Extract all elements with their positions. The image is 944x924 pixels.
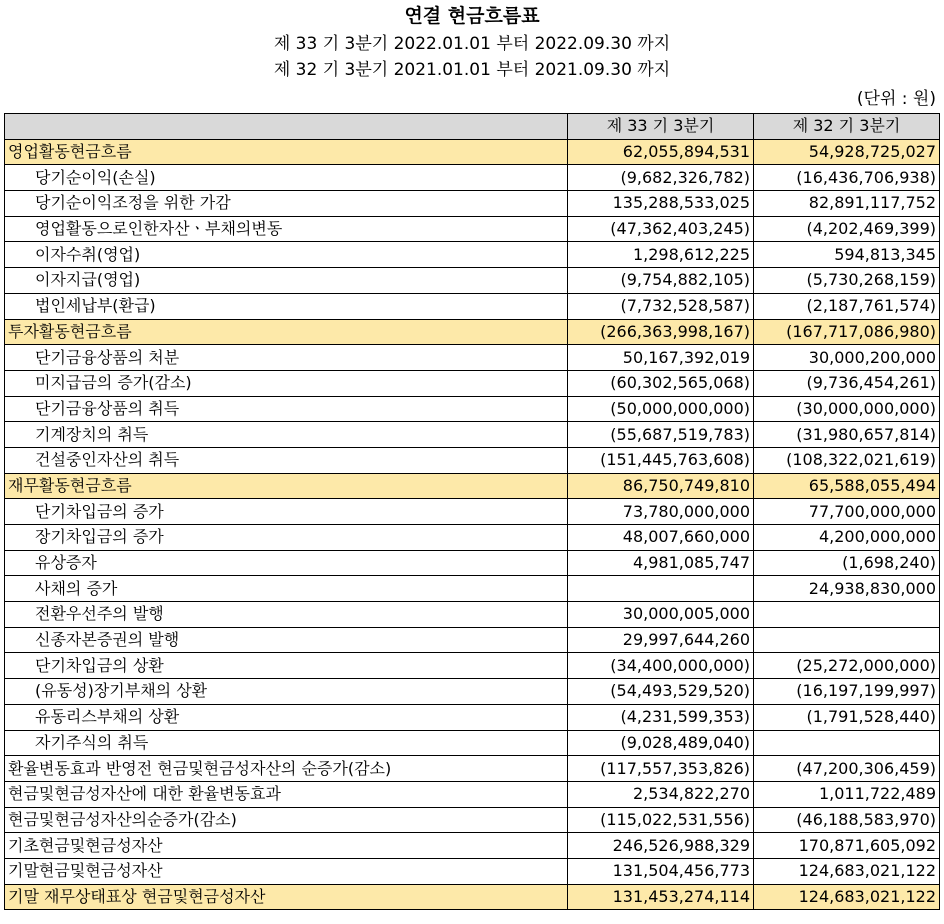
row-current-value: (7,732,528,587): [568, 293, 754, 319]
row-label: 당기순이익(손실): [5, 165, 568, 191]
row-current-value: 30,000,005,000: [568, 602, 754, 628]
row-label: 환율변동효과 반영전 현금및현금성자산의 순증가(감소): [5, 756, 568, 782]
row-current-value: 135,288,533,025: [568, 191, 754, 217]
row-current-value: 4,981,085,747: [568, 550, 754, 576]
row-label: 전환우선주의 발행: [5, 602, 568, 628]
row-label: 이자수취(영업): [5, 242, 568, 268]
row-prior-value: 30,000,200,000: [754, 345, 940, 371]
header-label: [5, 114, 568, 140]
table-row: [5, 525, 940, 551]
row-current-value: 86,750,749,810: [568, 473, 754, 499]
table-row: [5, 242, 940, 268]
row-label: 장기차입금의 증가: [5, 525, 568, 551]
row-current-value: 2,534,822,270: [568, 781, 754, 807]
table-body: [5, 139, 940, 910]
row-label: 단기차입금의 증가: [5, 499, 568, 525]
row-current-value: 1,298,612,225: [568, 242, 754, 268]
row-prior-value: (2,187,761,574): [754, 293, 940, 319]
row-label: 이자지급(영업): [5, 268, 568, 294]
row-prior-value: 4,200,000,000: [754, 525, 940, 551]
table-row: [5, 884, 940, 910]
row-current-value: 131,504,456,773: [568, 858, 754, 884]
row-prior-value: 124,683,021,122: [754, 858, 940, 884]
table-row: [5, 191, 940, 217]
row-current-value: (151,445,763,608): [568, 447, 754, 473]
row-current-value: (115,022,531,556): [568, 807, 754, 833]
row-label: 영업활동현금흐름: [5, 139, 568, 165]
statement-title: 연결 현금흐름표: [404, 5, 540, 27]
row-label: 사채의 증가: [5, 576, 568, 602]
row-current-value: (9,028,489,040): [568, 730, 754, 756]
row-label: 영업활동으로인한자산ㆍ부채의변동: [5, 216, 568, 242]
table-row: [5, 627, 940, 653]
row-prior-value: (5,730,268,159): [754, 268, 940, 294]
row-prior-value: (47,200,306,459): [754, 756, 940, 782]
table-row: [5, 319, 940, 345]
row-label: 건설중인자산의 취득: [5, 447, 568, 473]
table-row: [5, 370, 940, 396]
row-label: 당기순이익조정을 위한 가감: [5, 191, 568, 217]
row-prior-value: [754, 730, 940, 756]
row-label: 자기주식의 취득: [5, 730, 568, 756]
row-label: 단기금융상품의 취득: [5, 396, 568, 422]
row-label: 현금및현금성자산의순증가(감소): [5, 807, 568, 833]
row-label: 재무활동현금흐름: [5, 473, 568, 499]
table-row: [5, 602, 940, 628]
row-current-value: (50,000,000,000): [568, 396, 754, 422]
table-row: [5, 165, 940, 191]
header-current: 제 33 기 3분기: [568, 114, 754, 140]
row-label: 기말현금및현금성자산: [5, 858, 568, 884]
row-prior-value: 82,891,117,752: [754, 191, 940, 217]
row-prior-value: (16,436,706,938): [754, 165, 940, 191]
unit-label: (단위 : 원): [856, 89, 936, 109]
row-current-value: (9,754,882,105): [568, 268, 754, 294]
row-current-value: 246,526,988,329: [568, 833, 754, 859]
row-current-value: 48,007,660,000: [568, 525, 754, 551]
row-current-value: 50,167,392,019: [568, 345, 754, 371]
row-label: 기말 재무상태표상 현금및현금성자산: [5, 884, 568, 910]
table-row: [5, 858, 940, 884]
row-prior-value: 1,011,722,489: [754, 781, 940, 807]
row-current-value: (55,687,519,783): [568, 422, 754, 448]
row-current-value: 62,055,894,531: [568, 139, 754, 165]
table-row: [5, 679, 940, 705]
row-prior-value: (25,272,000,000): [754, 653, 940, 679]
row-prior-value: 65,588,055,494: [754, 473, 940, 499]
table-row: [5, 499, 940, 525]
row-prior-value: 24,938,830,000: [754, 576, 940, 602]
row-prior-value: (4,202,469,399): [754, 216, 940, 242]
row-prior-value: (46,188,583,970): [754, 807, 940, 833]
table-row: [5, 345, 940, 371]
row-prior-value: 77,700,000,000: [754, 499, 940, 525]
row-current-value: (60,302,565,068): [568, 370, 754, 396]
table-row: [5, 781, 940, 807]
table-row: [5, 422, 940, 448]
row-label: 기계장치의 취득: [5, 422, 568, 448]
row-prior-value: (1,698,240): [754, 550, 940, 576]
row-prior-value: (9,736,454,261): [754, 370, 940, 396]
row-prior-value: (16,197,199,997): [754, 679, 940, 705]
row-prior-value: (167,717,086,980): [754, 319, 940, 345]
row-label: (유동성)장기부채의 상환: [5, 679, 568, 705]
table-row: [5, 268, 940, 294]
row-current-value: 131,453,274,114: [568, 884, 754, 910]
row-current-value: (9,682,326,782): [568, 165, 754, 191]
table-row: [5, 833, 940, 859]
table-row: [5, 293, 940, 319]
row-label: 투자활동현금흐름: [5, 319, 568, 345]
row-current-value: (54,493,529,520): [568, 679, 754, 705]
cash-flow-table: [4, 113, 940, 910]
table-row: [5, 396, 940, 422]
table-row: [5, 730, 940, 756]
row-prior-value: [754, 602, 940, 628]
row-label: 단기차입금의 상환: [5, 653, 568, 679]
period-prior: 제 32 기 3분기 2021.01.01 부터 2021.09.30 까지: [273, 60, 671, 80]
row-label: 신종자본증권의 발행: [5, 627, 568, 653]
row-prior-value: [754, 627, 940, 653]
row-prior-value: 170,871,605,092: [754, 833, 940, 859]
row-prior-value: (31,980,657,814): [754, 422, 940, 448]
table-row: [5, 756, 940, 782]
header-prior: 제 32 기 3분기: [754, 114, 940, 140]
row-prior-value: (1,791,528,440): [754, 704, 940, 730]
table-row: [5, 139, 940, 165]
row-prior-value: 594,813,345: [754, 242, 940, 268]
table-row: [5, 807, 940, 833]
table-row: [5, 447, 940, 473]
period-current: 제 33 기 3분기 2022.01.01 부터 2022.09.30 까지: [273, 34, 671, 54]
row-current-value: (47,362,403,245): [568, 216, 754, 242]
row-prior-value: (108,322,021,619): [754, 447, 940, 473]
row-label: 미지급금의 증가(감소): [5, 370, 568, 396]
row-label: 기초현금및현금성자산: [5, 833, 568, 859]
row-current-value: 73,780,000,000: [568, 499, 754, 525]
row-label: 유동리스부채의 상환: [5, 704, 568, 730]
row-current-value: (34,400,000,000): [568, 653, 754, 679]
table-row: [5, 704, 940, 730]
table-row: [5, 473, 940, 499]
row-label: 유상증자: [5, 550, 568, 576]
table-row: [5, 576, 940, 602]
row-current-value: (4,231,599,353): [568, 704, 754, 730]
row-prior-value: 124,683,021,122: [754, 884, 940, 910]
row-label: 법인세납부(환급): [5, 293, 568, 319]
row-current-value: (266,363,998,167): [568, 319, 754, 345]
row-current-value: 29,997,644,260: [568, 627, 754, 653]
row-prior-value: 54,928,725,027: [754, 139, 940, 165]
row-current-value: (117,557,353,826): [568, 756, 754, 782]
table-row: [5, 653, 940, 679]
row-current-value: [568, 576, 754, 602]
table-row: [5, 550, 940, 576]
row-label: 단기금융상품의 처분: [5, 345, 568, 371]
table-header-row: [5, 114, 940, 140]
row-label: 현금및현금성자산에 대한 환율변동효과: [5, 781, 568, 807]
row-prior-value: (30,000,000,000): [754, 396, 940, 422]
table-row: [5, 216, 940, 242]
